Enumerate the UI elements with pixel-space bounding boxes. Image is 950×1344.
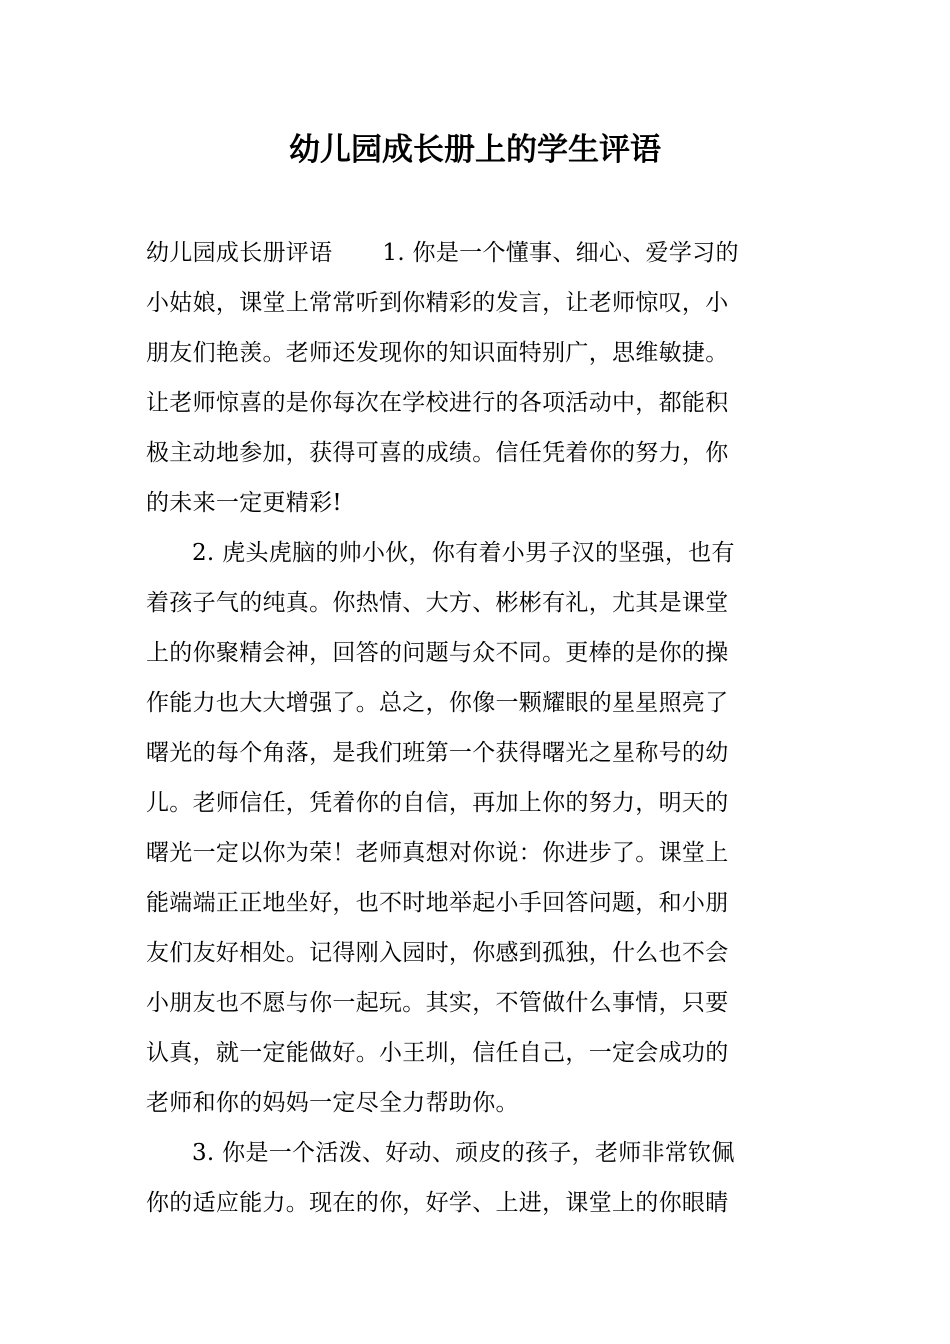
paragraph-line: 曙光一定以你为荣！老师真想对你说：你进步了。课堂上	[146, 840, 729, 866]
line-text-suffix: 1. 你是一个懂事、细心、爱学习的	[382, 240, 739, 266]
paragraph-line: 儿。老师信任，凭着你的自信，再加上你的努力，明天的	[146, 790, 729, 816]
paragraph-line: 3. 你是一个活泼、好动、顽皮的孩子，老师非常钦佩	[192, 1140, 735, 1166]
paragraph-line: 曙光的每个角落，是我们班第一个获得曙光之星称号的幼	[146, 740, 729, 766]
paragraph-line: 能端端正正地坐好，也不时地举起小手回答问题，和小朋	[146, 890, 729, 916]
paragraph-line: 极主动地参加，获得可喜的成绩。信任凭着你的努力，你	[146, 440, 729, 466]
document-title: 幼儿园成长册上的学生评语	[289, 132, 661, 168]
paragraph-line: 小姑娘，课堂上常常听到你精彩的发言，让老师惊叹，小	[146, 290, 729, 316]
document-body	[146, 228, 808, 1228]
paragraph-line: 认真，就一定能做好。小王圳，信任自己，一定会成功的	[146, 1040, 729, 1066]
line-text: 幼儿园成长册评语	[146, 240, 333, 266]
paragraph-line: 让老师惊喜的是你每次在学校进行的各项活动中，都能积	[146, 390, 729, 416]
paragraph-line: 老师和你的妈妈一定尽全力帮助你。	[146, 1090, 519, 1116]
paragraph-line: 上的你聚精会神，回答的问题与众不同。更棒的是你的操	[146, 640, 729, 666]
paragraph-line: 着孩子气的纯真。你热情、大方、彬彬有礼，尤其是课堂	[146, 590, 729, 616]
paragraph-line: 2. 虎头虎脑的帅小伙，你有着小男子汉的坚强，也有	[192, 540, 735, 566]
paragraph-line: 你的适应能力。现在的你，好学、上进，课堂上的你眼睛	[146, 1190, 729, 1216]
paragraph-line: 作能力也大大增强了。总之，你像一颗耀眼的星星照亮了	[146, 690, 729, 716]
paragraph-line: 友们友好相处。记得刚入园时，你感到孤独，什么也不会	[146, 940, 729, 966]
paragraph-line: 的未来一定更精彩!	[146, 490, 342, 516]
paragraph-line	[146, 228, 808, 278]
paragraph-line: 朋友们艳羡。老师还发现你的知识面特别广，思维敏捷。	[146, 340, 729, 366]
paragraph-line: 小朋友也不愿与你一起玩。其实，不管做什么事情，只要	[146, 990, 729, 1016]
